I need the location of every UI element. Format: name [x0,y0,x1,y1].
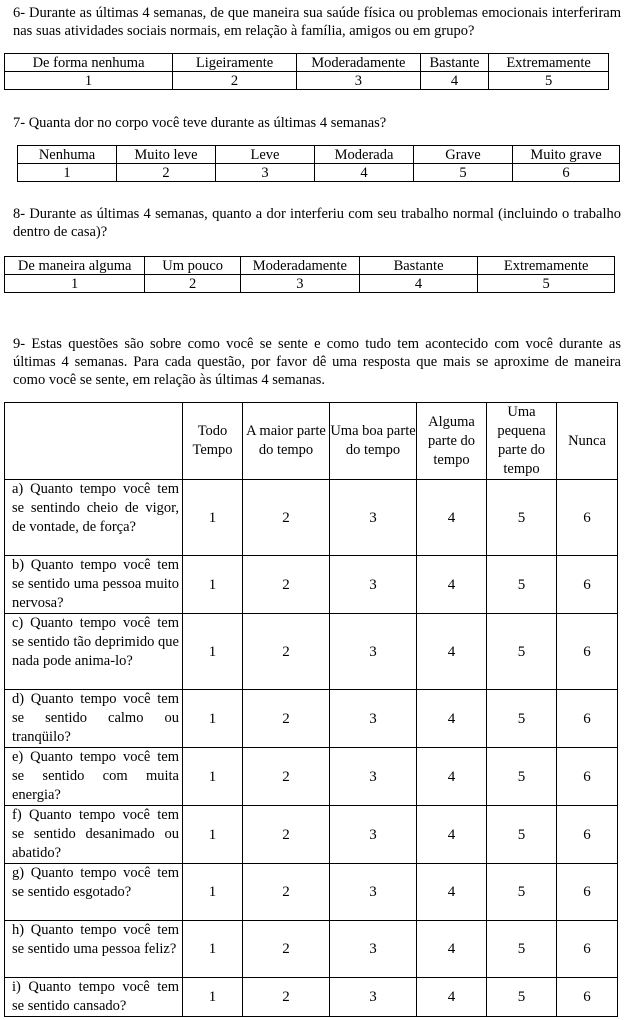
option-label[interactable]: Muito leve [117,146,216,164]
score-cell[interactable]: 4 [417,480,487,556]
option-score[interactable]: 2 [173,72,297,90]
score-cell[interactable]: 1 [183,556,243,614]
score-cell[interactable]: 4 [417,748,487,806]
options-row [5,54,609,72]
score-cell[interactable]: 6 [557,690,618,748]
header-row [5,403,618,480]
scores-row [5,275,615,293]
score-cell[interactable]: 5 [487,690,557,748]
score-cell[interactable]: 4 [417,978,487,1017]
item-row [5,864,618,921]
option-score[interactable]: 3 [240,275,359,293]
item-question: d) Quanto tempo você tem se sentido calmo ou tranqüilo? [5,690,183,748]
question-9-grid [4,402,618,1017]
item-row [5,614,618,690]
column-header: Nunca [557,403,618,480]
score-cell[interactable]: 6 [557,864,618,921]
option-label[interactable]: De forma nenhuma [5,54,173,72]
score-cell[interactable]: 6 [557,480,618,556]
scores-row [5,72,609,90]
option-label[interactable]: Muito grave [513,146,620,164]
option-label[interactable]: Moderadamente [240,257,359,275]
score-cell[interactable]: 4 [417,864,487,921]
score-cell[interactable]: 3 [330,614,417,690]
score-cell[interactable]: 2 [243,690,330,748]
score-cell[interactable]: 3 [330,748,417,806]
item-row [5,556,618,614]
column-header: Todo Tempo [183,403,243,480]
option-score[interactable]: 2 [117,164,216,182]
option-score[interactable]: 4 [420,72,488,90]
score-cell[interactable]: 6 [557,806,618,864]
option-score[interactable]: 1 [18,164,117,182]
score-cell[interactable]: 4 [417,921,487,978]
item-row [5,921,618,978]
score-cell[interactable]: 2 [243,614,330,690]
score-cell[interactable]: 3 [330,690,417,748]
score-cell[interactable]: 5 [487,864,557,921]
item-row [5,806,618,864]
option-label[interactable]: Bastante [359,257,478,275]
item-row [5,480,618,556]
score-cell[interactable]: 3 [330,864,417,921]
score-cell[interactable]: 5 [487,614,557,690]
option-score[interactable]: 5 [478,275,615,293]
option-label[interactable]: Um pouco [145,257,241,275]
score-cell[interactable]: 5 [487,978,557,1017]
score-cell[interactable]: 2 [243,864,330,921]
score-cell[interactable]: 3 [330,978,417,1017]
score-cell[interactable]: 3 [330,921,417,978]
column-header: A maior parte do tempo [243,403,330,480]
column-header: Uma pequena parte do tempo [487,403,557,480]
option-label[interactable]: Ligeiramente [173,54,297,72]
option-label[interactable]: Nenhuma [18,146,117,164]
option-label[interactable]: De maneira alguma [5,257,145,275]
item-row [5,690,618,748]
score-cell[interactable]: 4 [417,690,487,748]
item-question: e) Quanto tempo você tem se sentido com muita energia? [5,748,183,806]
option-score[interactable]: 2 [145,275,241,293]
question-7-options-table [17,145,620,182]
question-6-options-table [4,53,609,90]
option-score[interactable]: 5 [414,164,513,182]
option-score[interactable]: 4 [359,275,478,293]
score-cell[interactable]: 6 [557,978,618,1017]
empty-header-cell [5,403,183,480]
score-cell[interactable]: 6 [557,921,618,978]
score-cell[interactable]: 5 [487,556,557,614]
score-cell[interactable]: 3 [330,806,417,864]
option-score[interactable]: 1 [5,275,145,293]
score-cell[interactable]: 1 [183,806,243,864]
item-question: i) Quanto tempo você tem se sentido cansado? [5,978,183,1017]
score-cell[interactable]: 2 [243,806,330,864]
score-cell[interactable]: 5 [487,806,557,864]
options-row [18,146,620,164]
option-label[interactable]: Moderadamente [296,54,420,72]
column-header: Uma boa parte do tempo [330,403,417,480]
score-cell[interactable]: 1 [183,690,243,748]
item-row [5,978,618,1017]
option-score[interactable]: 3 [216,164,315,182]
score-cell[interactable]: 3 [330,556,417,614]
score-cell[interactable]: 1 [183,864,243,921]
question-9-text: 9- Estas questões são sobre como você se sente e como tudo tem acontecido com você durante as últimas 4 semanas. Para cada questão, por favor dê uma resposta que mais se aproxime de maneira como você se sente, em relação às últimas 4 semanas. [13,336,621,388]
option-label[interactable]: Extremamente [489,54,609,72]
item-question: f) Quanto tempo você tem se sentido desanimado ou abatido? [5,806,183,864]
score-cell[interactable]: 2 [243,748,330,806]
option-score[interactable]: 1 [5,72,173,90]
question-8-options-table [4,256,615,293]
score-cell[interactable]: 5 [487,748,557,806]
score-cell[interactable]: 6 [557,556,618,614]
item-question: c) Quanto tempo você tem se sentido tão deprimido que nada pode anima-lo? [5,614,183,690]
score-cell[interactable]: 6 [557,614,618,690]
score-cell[interactable]: 2 [243,556,330,614]
score-cell[interactable]: 4 [417,614,487,690]
question-6-text: 6- Durante as últimas 4 semanas, de que maneira sua saúde física ou problemas emocionais interferiram nas suas atividades sociais normais, em relação à família, amigos ou em grupo? [13,5,621,39]
score-cell[interactable]: 2 [243,921,330,978]
score-cell[interactable]: 4 [417,806,487,864]
option-score[interactable]: 5 [489,72,609,90]
item-question: b) Quanto tempo você tem se sentido uma pessoa muito nervosa? [5,556,183,614]
score-cell[interactable]: 5 [487,921,557,978]
option-score[interactable]: 6 [513,164,620,182]
option-score[interactable]: 4 [315,164,414,182]
option-label[interactable]: Moderada [315,146,414,164]
option-score[interactable]: 3 [296,72,420,90]
item-row [5,748,618,806]
option-label[interactable]: Bastante [420,54,488,72]
question-8-text: 8- Durante as últimas 4 semanas, quanto a dor interferiu com seu trabalho normal (incluindo o trabalho dentro de casa)? [13,206,621,240]
score-cell[interactable]: 5 [487,480,557,556]
question-7-text: 7- Quanta dor no corpo você teve durante as últimas 4 semanas? [13,115,387,131]
score-cell[interactable]: 1 [183,614,243,690]
option-label[interactable]: Leve [216,146,315,164]
score-cell[interactable]: 1 [183,480,243,556]
score-cell[interactable]: 3 [330,480,417,556]
score-cell[interactable]: 1 [183,978,243,1017]
score-cell[interactable]: 2 [243,480,330,556]
score-cell[interactable]: 4 [417,556,487,614]
item-question: a) Quanto tempo você tem se sentindo cheio de vigor, de vontade, de força? [5,480,183,556]
score-cell[interactable]: 1 [183,748,243,806]
option-label[interactable]: Extremamente [478,257,615,275]
scores-row [18,164,620,182]
item-question: g) Quanto tempo você tem se sentido esgotado? [5,864,183,921]
options-row [5,257,615,275]
score-cell[interactable]: 2 [243,978,330,1017]
score-cell[interactable]: 1 [183,921,243,978]
column-header: Alguma parte do tempo [417,403,487,480]
score-cell[interactable]: 6 [557,748,618,806]
item-question: h) Quanto tempo você tem se sentido uma pessoa feliz? [5,921,183,978]
option-label[interactable]: Grave [414,146,513,164]
